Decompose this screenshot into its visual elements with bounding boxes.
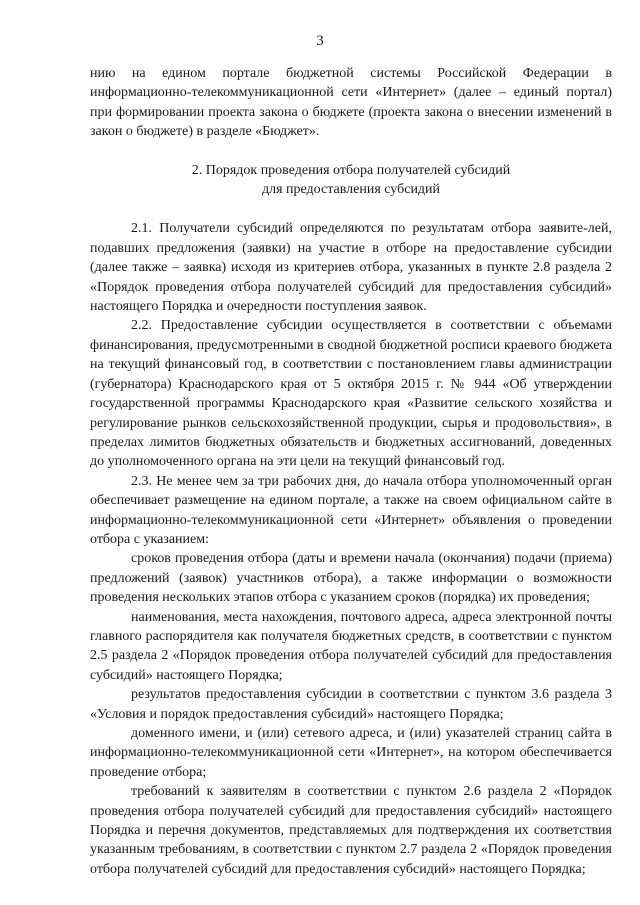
list-item-results: результатов предоставления субсидии в соответствии с пунктом 3.6 раздела 3 «Условия и порядок предоставления субсидий» настоящего Порядка; [90, 687, 612, 722]
continuation-paragraph: нию на едином портале бюджетной системы Российской Федерации в информационно-телекоммуникационной сети «Интернет» (далее – единый портал) при формировании проекта закона о бюджете (проекта закона о внесении изменений в закон о бюджете) в разделе «Бюджет». [90, 66, 612, 140]
paragraph-2-1: 2.1. Получатели субсидий определяются по результатам отбора заявите-лей, подавших предложения (заявки) на участие в отборе на предоставление субсидии (далее также – заявка) исходя из критериев отбора, указанных в пункте 2.8 раздела 2 «Порядок проведения отбора получателей субсидий для предоставления субсидий» настоящего Порядка и очередности поступления заявок. [90, 221, 612, 315]
paragraph-2-3: 2.3. Не менее чем за три рабочих дня, до начала отбора уполномоченный орган обеспечивает размещение на едином портале, а также на своем официальном сайте в информационно-телекоммуникационной сети «Интернет» объявления о проведении отбора с указанием: [90, 473, 612, 547]
page-number: 3 [316, 33, 324, 49]
section-heading-line-1: 2. Порядок проведения отбора получателей субсидий [191, 162, 511, 178]
paragraph-2-2: 2.2. Предоставление субсидии осуществляется в соответствии с объемами финансирования, предусмотренными в сводной бюджетной росписи краевого бюджета на текущий финансовый год, в соответствии с постановлением главы администрации (губернатора) Краснодарского края от 5 октября 2015 г. № 944 «Об утверждении государственной программы Краснодарского края «Развитие сельского хозяйства и регулирование рынков сельскохозяйственной продукции, сырья и продовольствия», в пределах лимитов бюджетных обязательств и бюджетных ассигнований, доведенных до уполномоченного органа на эти цели на текущий финансовый год. [90, 318, 612, 470]
section-heading [90, 161, 612, 200]
document-body [90, 64, 612, 879]
list-item-deadlines: сроков проведения отбора (даты и времени начала (окончания) подачи (приема) предложений (заявок) участников отбора), а также информации о возможности проведения нескольких этапов отбора с указанием сроков (порядка) их проведения; [90, 551, 612, 606]
list-item-requirements: требований к заявителям в соответствии с пунктом 2.6 раздела 2 «Порядок проведения отбора получателей субсидий для предоставления субсидий» настоящего Порядка и перечня документов, представляемых для подтверждения их соответствия указанным требованиям, в соответствии с пунктом 2.7 раздела 2 «Порядок проведения отбора получателей субсидий для предоставления субсидий» настоящего Порядка; [90, 784, 612, 877]
list-item-organization: наименования, места нахождения, почтового адреса, адреса электронной почты главного распорядителя как получателя бюджетных средств, в соответствии с пунктом 2.5 раздела 2 «Порядок проведения отбора получателей субсидий для предоставления субсидий» настоящего Порядка; [90, 609, 612, 683]
list-item-domain: доменного имени, и (или) сетевого адреса, и (или) указателей страниц сайта в информационно-телекоммуникационной сети «Интернет», на котором обеспечивается проведение отбора; [90, 726, 612, 780]
section-heading-line-2: для предоставления субсидий [261, 182, 441, 198]
